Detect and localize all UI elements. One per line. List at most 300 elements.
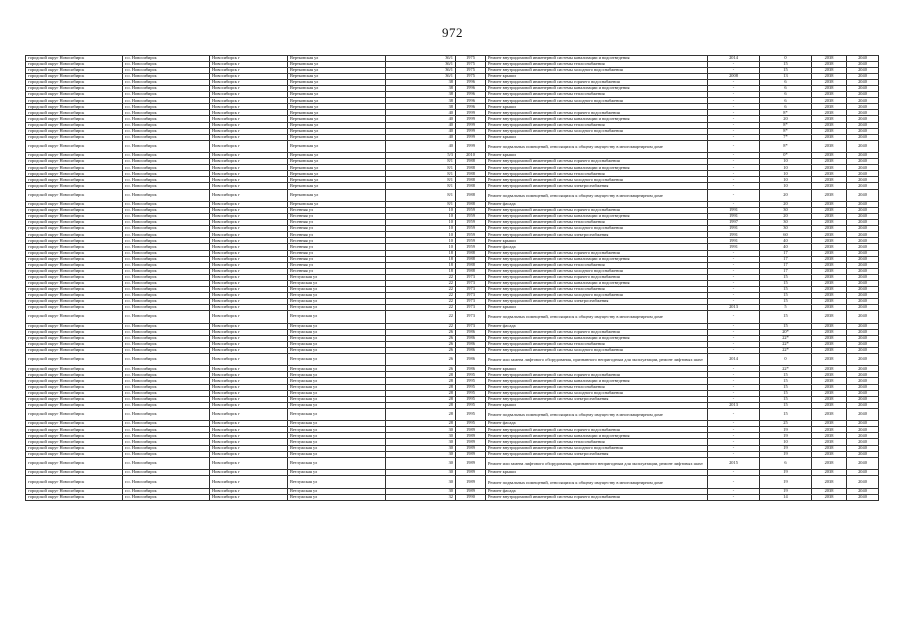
cell-last-repair-year: 1997: [708, 220, 760, 226]
cell-wear-value: 0*: [760, 153, 812, 159]
cell-street: Вертковская ул: [288, 171, 386, 177]
cell-street: Вертковская ул: [288, 153, 386, 159]
cell-plan-end: 2040: [847, 427, 879, 433]
cell-plan-start: 2038: [812, 214, 847, 220]
cell-house-number: 10: [386, 208, 456, 214]
cell-work-type: Ремонт подвальных помещений, относящихся к общему имуществу в многоквартирном доме: [486, 189, 708, 202]
cell-city: Новосибирск г: [210, 68, 288, 74]
cell-house-number: 28: [386, 396, 456, 402]
cell-work-type: Ремонт внутридомовой инженерной системы теплоснабжения: [486, 92, 708, 98]
table-row: [26, 494, 879, 500]
cell-last-repair-year: 1991: [708, 238, 760, 244]
cell-city: Новосибирск г: [210, 390, 288, 396]
cell-last-repair-year: -: [708, 439, 760, 445]
cell-wear-value: 20: [760, 202, 812, 208]
cell-build-year: 1999: [456, 122, 486, 128]
cell-house-number: 32: [386, 494, 456, 500]
cell-wear-value: 15: [760, 384, 812, 390]
cell-city: Новосибирск г: [210, 292, 288, 298]
cell-municipality: городской округ Новосибирск: [26, 116, 123, 122]
cell-last-repair-year: 2013: [708, 304, 760, 310]
cell-municipality: городской округ Новосибирск: [26, 408, 123, 421]
cell-plan-end: 2040: [847, 445, 879, 451]
cell-work-type: Ремонт внутридомовой инженерной системы горячего водоснабжения: [486, 110, 708, 116]
cell-house-number: 10: [386, 226, 456, 232]
cell-city: Новосибирск г: [210, 286, 288, 292]
cell-build-year: 1995: [456, 384, 486, 390]
cell-city: Новосибирск г: [210, 341, 288, 347]
cell-street: Ветлужская ул: [288, 353, 386, 366]
cell-house-number: 30: [386, 476, 456, 489]
cell-house-number: 36/1: [386, 56, 456, 62]
cell-municipality: городской округ Новосибирск: [26, 262, 123, 268]
cell-build-year: 1995: [456, 396, 486, 402]
cell-work-type: Ремонт внутридомовой инженерной системы холодного водоснабжения: [486, 268, 708, 274]
cell-plan-end: 2040: [847, 298, 879, 304]
cell-plan-start: 2038: [812, 427, 847, 433]
cell-house-number: 40: [386, 140, 456, 153]
cell-street: Весенняя ул: [288, 256, 386, 262]
cell-last-repair-year: -: [708, 292, 760, 298]
cell-plan-start: 2038: [812, 347, 847, 353]
cell-city: Новосибирск г: [210, 202, 288, 208]
cell-street: Вертковская ул: [288, 68, 386, 74]
cell-municipality: городской округ Новосибирск: [26, 68, 123, 74]
cell-last-repair-year: -: [708, 476, 760, 489]
cell-wear-value: 6: [760, 104, 812, 110]
cell-municipality: городской округ Новосибирск: [26, 347, 123, 353]
cell-municipality: городской округ Новосибирск: [26, 250, 123, 256]
cell-last-repair-year: -: [708, 122, 760, 128]
cell-build-year: 1989: [456, 457, 486, 470]
cell-district: г.о. Новосибирск: [123, 256, 210, 262]
cell-build-year: 1959: [456, 214, 486, 220]
cell-district: г.о. Новосибирск: [123, 110, 210, 116]
cell-city: Новосибирск г: [210, 165, 288, 171]
cell-municipality: городской округ Новосибирск: [26, 304, 123, 310]
cell-plan-end: 2040: [847, 104, 879, 110]
cell-wear-value: 19: [760, 488, 812, 494]
cell-house-number: 30: [386, 488, 456, 494]
cell-district: г.о. Новосибирск: [123, 274, 210, 280]
cell-last-repair-year: -: [708, 390, 760, 396]
cell-municipality: городской округ Новосибирск: [26, 153, 123, 159]
cell-work-type: Ремонт внутридомовой инженерной системы канализации и водоотведения: [486, 280, 708, 286]
cell-wear-value: 6: [760, 86, 812, 92]
cell-street: Вертковская ул: [288, 92, 386, 98]
cell-city: Новосибирск г: [210, 110, 288, 116]
cell-house-number: 22: [386, 280, 456, 286]
cell-plan-start: 2038: [812, 445, 847, 451]
cell-district: г.о. Новосибирск: [123, 250, 210, 256]
cell-plan-end: 2040: [847, 457, 879, 470]
cell-wear-value: 10: [760, 165, 812, 171]
cell-plan-start: 2038: [812, 116, 847, 122]
cell-street: Вертковская ул: [288, 177, 386, 183]
cell-last-repair-year: 2013: [708, 402, 760, 408]
cell-plan-start: 2038: [812, 433, 847, 439]
cell-last-repair-year: 1991: [708, 208, 760, 214]
cell-house-number: 8/1: [386, 189, 456, 202]
cell-house-number: 26: [386, 341, 456, 347]
cell-work-type: Ремонт внутридомовой инженерной системы канализации и водоотведения: [486, 335, 708, 341]
cell-district: г.о. Новосибирск: [123, 244, 210, 250]
cell-work-type: Ремонт внутридомовой инженерной системы теплоснабжения: [486, 341, 708, 347]
cell-house-number: 30: [386, 451, 456, 457]
cell-plan-start: 2038: [812, 208, 847, 214]
cell-street: Ветлужская ул: [288, 292, 386, 298]
cell-wear-value: 25: [760, 421, 812, 427]
cell-work-type: Ремонт подвальных помещений, относящихся к общему имуществу в многоквартирном доме: [486, 476, 708, 489]
cell-house-number: 18: [386, 250, 456, 256]
cell-street: Вертковская ул: [288, 140, 386, 153]
cell-district: г.о. Новосибирск: [123, 262, 210, 268]
cell-last-repair-year: -: [708, 329, 760, 335]
cell-last-repair-year: -: [708, 134, 760, 140]
cell-city: Новосибирск г: [210, 226, 288, 232]
cell-municipality: городской округ Новосибирск: [26, 341, 123, 347]
cell-work-type: Ремонт внутридомовой инженерной системы канализации и водоотведения: [486, 433, 708, 439]
cell-street: Вертковская ул: [288, 62, 386, 68]
cell-build-year: 1989: [456, 427, 486, 433]
cell-district: г.о. Новосибирск: [123, 470, 210, 476]
cell-plan-end: 2040: [847, 292, 879, 298]
cell-street: Вертковская ул: [288, 98, 386, 104]
cell-build-year: 1999: [456, 134, 486, 140]
cell-plan-start: 2038: [812, 280, 847, 286]
cell-build-year: 1975: [456, 62, 486, 68]
cell-plan-start: 2038: [812, 408, 847, 421]
cell-municipality: городской округ Новосибирск: [26, 323, 123, 329]
cell-last-repair-year: 1991: [708, 232, 760, 238]
cell-municipality: городской округ Новосибирск: [26, 122, 123, 128]
cell-street: Ветлужская ул: [288, 329, 386, 335]
cell-build-year: 1973: [456, 280, 486, 286]
cell-last-repair-year: -: [708, 280, 760, 286]
cell-work-type: Ремонт крыши: [486, 134, 708, 140]
cell-wear-value: 13: [760, 74, 812, 80]
cell-wear-value: 19: [760, 427, 812, 433]
cell-work-type: Ремонт подвальных помещений, относящихся к общему имуществу в многоквартирном доме: [486, 408, 708, 421]
cell-build-year: 1959: [456, 220, 486, 226]
cell-street: Ветлужская ул: [288, 451, 386, 457]
cell-street: Ветлужская ул: [288, 304, 386, 310]
cell-plan-start: 2038: [812, 304, 847, 310]
cell-street: Ветлужская ул: [288, 494, 386, 500]
cell-street: Ветлужская ул: [288, 366, 386, 372]
cell-work-type: Ремонт крыши: [486, 366, 708, 372]
cell-work-type: Ремонт внутридомовой инженерной системы теплоснабжения: [486, 262, 708, 268]
cell-municipality: городской округ Новосибирск: [26, 439, 123, 445]
cell-plan-start: 2038: [812, 128, 847, 134]
cell-municipality: городской округ Новосибирск: [26, 56, 123, 62]
cell-city: Новосибирск г: [210, 494, 288, 500]
cell-street: Весенняя ул: [288, 238, 386, 244]
cell-last-repair-year: -: [708, 347, 760, 353]
cell-plan-end: 2040: [847, 177, 879, 183]
cell-municipality: городской округ Новосибирск: [26, 80, 123, 86]
cell-wear-value: 10: [760, 171, 812, 177]
cell-build-year: 1973: [456, 274, 486, 280]
cell-city: Новосибирск г: [210, 189, 288, 202]
cell-district: г.о. Новосибирск: [123, 439, 210, 445]
cell-street: Ветлужская ул: [288, 470, 386, 476]
cell-last-repair-year: -: [708, 128, 760, 134]
cell-street: Ветлужская ул: [288, 298, 386, 304]
cell-wear-value: 6: [760, 92, 812, 98]
cell-house-number: 22: [386, 274, 456, 280]
cell-build-year: 1988: [456, 250, 486, 256]
cell-last-repair-year: -: [708, 159, 760, 165]
cell-last-repair-year: -: [708, 80, 760, 86]
cell-city: Новосибирск г: [210, 323, 288, 329]
cell-city: Новосибирск г: [210, 134, 288, 140]
table-row: [26, 140, 879, 153]
cell-district: г.о. Новосибирск: [123, 177, 210, 183]
cell-district: г.о. Новосибирск: [123, 165, 210, 171]
cell-plan-end: 2040: [847, 433, 879, 439]
cell-district: г.о. Новосибирск: [123, 68, 210, 74]
cell-district: г.о. Новосибирск: [123, 280, 210, 286]
cell-last-repair-year: 2008: [708, 74, 760, 80]
cell-municipality: городской округ Новосибирск: [26, 298, 123, 304]
cell-district: г.о. Новосибирск: [123, 451, 210, 457]
cell-city: Новосибирск г: [210, 304, 288, 310]
cell-municipality: городской округ Новосибирск: [26, 372, 123, 378]
cell-build-year: 1996: [456, 104, 486, 110]
cell-plan-end: 2040: [847, 335, 879, 341]
cell-house-number: 38: [386, 80, 456, 86]
cell-build-year: 1973: [456, 298, 486, 304]
cell-work-type: Ремонт фасада: [486, 421, 708, 427]
cell-district: г.о. Новосибирск: [123, 488, 210, 494]
cell-district: г.о. Новосибирск: [123, 286, 210, 292]
cell-street: Вертковская ул: [288, 122, 386, 128]
cell-district: г.о. Новосибирск: [123, 304, 210, 310]
cell-district: г.о. Новосибирск: [123, 183, 210, 189]
cell-municipality: городской округ Новосибирск: [26, 451, 123, 457]
cell-wear-value: 10: [760, 177, 812, 183]
cell-build-year: 1996: [456, 98, 486, 104]
cell-district: г.о. Новосибирск: [123, 476, 210, 489]
cell-district: г.о. Новосибирск: [123, 153, 210, 159]
cell-build-year: 1988: [456, 165, 486, 171]
cell-plan-start: 2038: [812, 183, 847, 189]
cell-build-year: 1988: [456, 189, 486, 202]
cell-street: Вертковская ул: [288, 128, 386, 134]
cell-municipality: городской округ Новосибирск: [26, 329, 123, 335]
cell-work-type: Ремонт внутридомовой инженерной системы канализации и водоотведения: [486, 116, 708, 122]
cell-last-repair-year: -: [708, 372, 760, 378]
cell-street: Весенняя ул: [288, 244, 386, 250]
cell-district: г.о. Новосибирск: [123, 292, 210, 298]
cell-house-number: 22: [386, 292, 456, 298]
cell-plan-end: 2040: [847, 262, 879, 268]
cell-wear-value: 22*: [760, 347, 812, 353]
cell-municipality: городской округ Новосибирск: [26, 470, 123, 476]
cell-house-number: 30: [386, 433, 456, 439]
cell-plan-end: 2040: [847, 439, 879, 445]
cell-house-number: 36/1: [386, 62, 456, 68]
cell-plan-start: 2038: [812, 86, 847, 92]
cell-build-year: 1995: [456, 402, 486, 408]
cell-last-repair-year: -: [708, 256, 760, 262]
cell-build-year: 1986: [456, 366, 486, 372]
cell-house-number: 38: [386, 104, 456, 110]
cell-plan-end: 2040: [847, 304, 879, 310]
cell-street: Вертковская ул: [288, 56, 386, 62]
cell-plan-start: 2038: [812, 189, 847, 202]
cell-house-number: 40: [386, 128, 456, 134]
cell-municipality: городской округ Новосибирск: [26, 74, 123, 80]
cell-build-year: 1989: [456, 476, 486, 489]
cell-build-year: 1996: [456, 86, 486, 92]
cell-district: г.о. Новосибирск: [123, 298, 210, 304]
cell-city: Новосибирск г: [210, 183, 288, 189]
cell-wear-value: 30: [760, 208, 812, 214]
cell-municipality: городской округ Новосибирск: [26, 220, 123, 226]
cell-plan-end: 2040: [847, 372, 879, 378]
cell-municipality: городской округ Новосибирск: [26, 390, 123, 396]
cell-plan-end: 2040: [847, 384, 879, 390]
cell-street: Ветлужская ул: [288, 396, 386, 402]
cell-work-type: Ремонт внутридомовой инженерной системы теплоснабжения: [486, 62, 708, 68]
cell-work-type: Ремонт внутридомовой инженерной системы теплоснабжения: [486, 122, 708, 128]
cell-municipality: городской округ Новосибирск: [26, 171, 123, 177]
cell-street: Ветлужская ул: [288, 390, 386, 396]
cell-plan-start: 2038: [812, 202, 847, 208]
cell-city: Новосибирск г: [210, 353, 288, 366]
cell-plan-end: 2040: [847, 134, 879, 140]
cell-plan-start: 2038: [812, 256, 847, 262]
cell-plan-end: 2040: [847, 390, 879, 396]
cell-street: Ветлужская ул: [288, 310, 386, 323]
cell-work-type: Ремонт внутридомовой инженерной системы холодного водоснабжения: [486, 128, 708, 134]
cell-street: Ветлужская ул: [288, 384, 386, 390]
cell-house-number: 38: [386, 86, 456, 92]
cell-city: Новосибирск г: [210, 439, 288, 445]
cell-last-repair-year: -: [708, 189, 760, 202]
cell-plan-end: 2040: [847, 396, 879, 402]
cell-plan-start: 2038: [812, 104, 847, 110]
cell-municipality: городской округ Новосибирск: [26, 286, 123, 292]
cell-city: Новосибирск г: [210, 476, 288, 489]
cell-last-repair-year: -: [708, 335, 760, 341]
cell-build-year: 1986: [456, 347, 486, 353]
cell-street: Вертковская ул: [288, 165, 386, 171]
cell-work-type: Ремонт внутридомовой инженерной системы холодного водоснабжения: [486, 445, 708, 451]
cell-work-type: Ремонт фасада: [486, 488, 708, 494]
cell-house-number: 40: [386, 110, 456, 116]
cell-street: Ветлужская ул: [288, 488, 386, 494]
cell-plan-start: 2038: [812, 268, 847, 274]
cell-last-repair-year: -: [708, 140, 760, 153]
cell-municipality: городской округ Новосибирск: [26, 421, 123, 427]
cell-plan-start: 2038: [812, 390, 847, 396]
cell-plan-end: 2040: [847, 74, 879, 80]
cell-last-repair-year: 2015: [708, 457, 760, 470]
cell-plan-start: 2038: [812, 372, 847, 378]
cell-wear-value: 17: [760, 262, 812, 268]
cell-work-type: Ремонт внутридомовой инженерной системы теплоснабжения: [486, 286, 708, 292]
cell-municipality: городской округ Новосибирск: [26, 134, 123, 140]
cell-build-year: 1988: [456, 262, 486, 268]
cell-last-repair-year: -: [708, 494, 760, 500]
cell-last-repair-year: -: [708, 171, 760, 177]
cell-district: г.о. Новосибирск: [123, 372, 210, 378]
cell-work-type: Ремонт фасада: [486, 323, 708, 329]
cell-plan-end: 2040: [847, 183, 879, 189]
cell-wear-value: 15: [760, 68, 812, 74]
cell-city: Новосибирск г: [210, 347, 288, 353]
cell-plan-start: 2038: [812, 62, 847, 68]
cell-build-year: 1995: [456, 421, 486, 427]
cell-city: Новосибирск г: [210, 116, 288, 122]
cell-plan-start: 2038: [812, 396, 847, 402]
cell-district: г.о. Новосибирск: [123, 122, 210, 128]
cell-wear-value: 10: [760, 159, 812, 165]
cell-plan-start: 2038: [812, 402, 847, 408]
cell-municipality: городской округ Новосибирск: [26, 353, 123, 366]
cell-plan-end: 2040: [847, 329, 879, 335]
cell-work-type: Ремонт внутридомовой инженерной системы горячего водоснабжения: [486, 159, 708, 165]
cell-district: г.о. Новосибирск: [123, 232, 210, 238]
cell-work-type: Ремонт внутридомовой инженерной системы горячего водоснабжения: [486, 494, 708, 500]
cell-municipality: городской округ Новосибирск: [26, 256, 123, 262]
cell-plan-end: 2040: [847, 378, 879, 384]
cell-wear-value: 7*: [760, 134, 812, 140]
cell-plan-start: 2038: [812, 244, 847, 250]
cell-city: Новосибирск г: [210, 451, 288, 457]
cell-municipality: городской округ Новосибирск: [26, 214, 123, 220]
cell-municipality: городской округ Новосибирск: [26, 165, 123, 171]
cell-work-type: Ремонт внутридомовой инженерной системы горячего водоснабжения: [486, 208, 708, 214]
cell-municipality: городской округ Новосибирск: [26, 128, 123, 134]
cell-last-repair-year: 1991: [708, 214, 760, 220]
cell-district: г.о. Новосибирск: [123, 427, 210, 433]
cell-municipality: городской округ Новосибирск: [26, 494, 123, 500]
cell-build-year: 1959: [456, 238, 486, 244]
cell-plan-start: 2038: [812, 366, 847, 372]
cell-build-year: 1989: [456, 445, 486, 451]
cell-city: Новосибирск г: [210, 408, 288, 421]
cell-plan-start: 2038: [812, 310, 847, 323]
cell-work-type: Ремонт внутридомовой инженерной системы теплоснабжения: [486, 171, 708, 177]
cell-municipality: городской округ Новосибирск: [26, 140, 123, 153]
cell-build-year: 1973: [456, 304, 486, 310]
cell-work-type: Ремонт подвальных помещений, относящихся к общему имуществу в многоквартирном доме: [486, 140, 708, 153]
cell-build-year: 1995: [456, 408, 486, 421]
cell-street: Ветлужская ул: [288, 439, 386, 445]
cell-street: Вертковская ул: [288, 110, 386, 116]
cell-district: г.о. Новосибирск: [123, 80, 210, 86]
cell-street: Ветлужская ул: [288, 421, 386, 427]
cell-city: Новосибирск г: [210, 86, 288, 92]
cell-plan-end: 2040: [847, 122, 879, 128]
cell-street: Вертковская ул: [288, 80, 386, 86]
cell-wear-value: 60: [760, 232, 812, 238]
cell-house-number: 10: [386, 214, 456, 220]
cell-street: Весенняя ул: [288, 220, 386, 226]
cell-city: Новосибирск г: [210, 153, 288, 159]
cell-build-year: 1989: [456, 451, 486, 457]
cell-house-number: 36/1: [386, 68, 456, 74]
cell-wear-value: 17: [760, 256, 812, 262]
cell-plan-start: 2038: [812, 292, 847, 298]
cell-wear-value: 19: [760, 433, 812, 439]
cell-district: г.о. Новосибирск: [123, 238, 210, 244]
cell-plan-end: 2040: [847, 286, 879, 292]
